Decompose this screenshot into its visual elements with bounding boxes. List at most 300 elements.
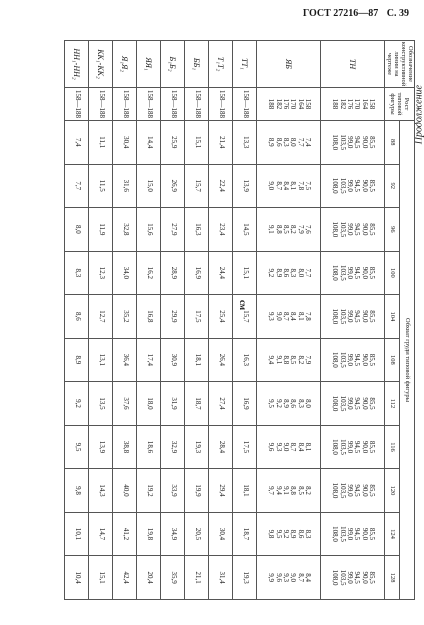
value: 13,9 — [241, 179, 250, 192]
value: 10,4 — [73, 571, 82, 584]
value: 8,7 — [289, 442, 298, 452]
value: 8,5 — [289, 355, 298, 365]
value-cell — [257, 512, 321, 556]
value: 103,5 — [338, 221, 347, 238]
value: 9,2 — [281, 529, 290, 539]
value-cell — [113, 425, 137, 469]
value: 7,9 — [296, 224, 305, 234]
value: 35,2 — [121, 310, 130, 323]
value: 85,5 — [367, 136, 376, 149]
value: 18,6 — [145, 440, 154, 454]
height-value: 158—188 — [121, 90, 130, 118]
value: 15,1 — [97, 571, 106, 584]
value-cell — [161, 512, 185, 556]
value-cell — [113, 121, 137, 165]
value-cell — [161, 251, 185, 295]
page-header — [297, 8, 409, 19]
table-row — [257, 41, 321, 600]
value: 13,5 — [97, 397, 106, 410]
value: 16,9 — [241, 397, 250, 410]
value: 8,7 — [296, 573, 305, 583]
value-cell — [321, 208, 385, 252]
value: 8,7 — [274, 181, 283, 191]
value: 94,5 — [353, 484, 362, 497]
value: 8,8 — [289, 486, 298, 495]
value: 85,5 — [367, 353, 376, 367]
value: 7,7 — [303, 268, 312, 278]
value: 9,5 — [73, 442, 82, 452]
value: 108,0 — [331, 134, 340, 151]
value: 8,3 — [73, 268, 82, 278]
value-cell — [233, 512, 257, 556]
value: 14,7 — [97, 527, 106, 541]
value: 30,4 — [217, 527, 226, 541]
value: 17,5 — [241, 440, 250, 454]
value: 7,8 — [303, 312, 312, 321]
value: 26,9 — [169, 179, 178, 192]
value-cell — [185, 208, 209, 252]
value-cell — [257, 164, 321, 208]
value: 8,0 — [303, 399, 312, 408]
table-row — [209, 41, 233, 600]
value: 8,9 — [289, 529, 298, 539]
girth-header-cell: 88 — [385, 121, 400, 165]
value-cell — [233, 338, 257, 382]
value: 7,4 — [73, 137, 82, 147]
value-cell — [65, 251, 89, 295]
value-cell — [137, 251, 161, 295]
value: 108,0 — [331, 395, 340, 412]
value: 108,0 — [331, 352, 340, 368]
value: 16,2 — [145, 266, 154, 279]
value: 17,5 — [193, 310, 202, 323]
value-cell — [113, 251, 137, 295]
line-code: HH₁-HH₂ — [65, 41, 89, 88]
value: 8,3 — [281, 137, 290, 147]
value: 94,5 — [353, 266, 362, 279]
value: 99,0 — [345, 571, 354, 584]
value: 8,3 — [303, 529, 312, 539]
value-cell — [321, 425, 385, 469]
value-cell — [233, 425, 257, 469]
value: 108,0 — [331, 526, 340, 542]
value: 99,0 — [345, 527, 354, 541]
value: 8,1 — [303, 442, 312, 452]
value: 103,5 — [338, 177, 347, 194]
value: 94,5 — [353, 136, 362, 149]
value-cell — [137, 469, 161, 513]
value: 103,5 — [338, 352, 347, 368]
value: 9,8 — [73, 486, 82, 495]
value: 8,6 — [73, 312, 82, 321]
value: 33,9 — [169, 484, 178, 497]
value: 108,0 — [331, 308, 340, 325]
value: 90,0 — [360, 397, 369, 410]
value: 85,5 — [367, 484, 376, 497]
value: 8,7 — [281, 312, 290, 321]
value: 103,5 — [338, 569, 347, 586]
value: 25,9 — [169, 136, 178, 149]
value: 90,0 — [360, 310, 369, 323]
value: 7,9 — [303, 355, 312, 365]
line-code: ББ₁ — [185, 41, 209, 88]
value: 90,0 — [360, 484, 369, 497]
height-cell — [113, 88, 137, 121]
value: 14,5 — [241, 223, 250, 236]
value: 11,9 — [97, 223, 106, 236]
value-cell — [209, 295, 233, 339]
table-rotated-container — [25, 40, 415, 600]
value: 9,5 — [274, 529, 283, 539]
value-cell — [161, 208, 185, 252]
value: 8,2 — [296, 355, 305, 365]
value-cell — [113, 469, 137, 513]
value-cell — [185, 164, 209, 208]
value: 18,1 — [241, 484, 250, 497]
value: 103,5 — [338, 526, 347, 542]
value-cell — [89, 164, 113, 208]
value: 103,5 — [338, 134, 347, 151]
value-cell — [185, 338, 209, 382]
value: 31,4 — [217, 571, 226, 584]
value-cell — [321, 382, 385, 426]
value: 9,8 — [267, 529, 276, 539]
table-row — [161, 41, 185, 600]
value: 99,0 — [345, 440, 354, 454]
value: 99,0 — [345, 397, 354, 410]
value: 85,5 — [367, 527, 376, 541]
value: 85,5 — [367, 266, 376, 279]
continued-label: Продолжение — [413, 85, 424, 145]
value: 14,3 — [97, 484, 106, 497]
value: 8,9 — [267, 137, 276, 147]
value: 9,3 — [281, 573, 290, 583]
value: 19,9 — [193, 484, 202, 497]
value: 8,9 — [274, 268, 283, 278]
value: 99,0 — [345, 310, 354, 323]
value-cell — [161, 338, 185, 382]
column-header-girth: Обхват груди типовой фигуры — [400, 121, 415, 600]
height-value: 188 — [331, 98, 340, 110]
value-cell — [185, 121, 209, 165]
value-cell — [65, 338, 89, 382]
value: 18,7 — [193, 397, 202, 410]
value: 90,0 — [360, 136, 369, 149]
value-cell — [89, 121, 113, 165]
value: 103,5 — [338, 439, 347, 455]
value: 8,9 — [281, 399, 290, 408]
value: 8,0 — [296, 268, 305, 278]
value: 16,8 — [145, 310, 154, 323]
value-cell — [233, 164, 257, 208]
value-cell — [209, 556, 233, 600]
value: 9,4 — [274, 486, 283, 495]
value: 13,1 — [97, 353, 106, 367]
value: 99,0 — [345, 266, 354, 279]
value: 28,9 — [169, 266, 178, 279]
value-cell — [161, 469, 185, 513]
girth-header-cell: 128 — [385, 556, 400, 600]
height-value: 170 — [353, 98, 362, 110]
value: 9,9 — [267, 573, 276, 583]
value-cell — [321, 469, 385, 513]
value: 17,4 — [145, 353, 154, 367]
value-cell — [209, 208, 233, 252]
girth-header-cell: 116 — [385, 425, 400, 469]
value: 103,5 — [338, 264, 347, 281]
value: 99,0 — [345, 484, 354, 497]
value-cell — [137, 121, 161, 165]
value-cell — [233, 121, 257, 165]
value-cell — [89, 295, 113, 339]
height-cell — [89, 88, 113, 121]
value-cell — [321, 295, 385, 339]
height-value: 164 — [296, 98, 305, 110]
value: 9,7 — [267, 486, 276, 495]
height-value: 164 — [360, 98, 369, 110]
height-cell — [161, 88, 185, 121]
value: 8,3 — [289, 268, 298, 278]
value: 8,9 — [73, 355, 82, 365]
measurements-table — [64, 40, 415, 600]
value: 15,7 — [193, 179, 202, 192]
line-code: TT₁ — [233, 41, 257, 88]
girth-header-cell: 108 — [385, 338, 400, 382]
height-cell — [185, 88, 209, 121]
value: 85,5 — [367, 179, 376, 192]
value-cell — [209, 382, 233, 426]
value: 103,5 — [338, 395, 347, 412]
table-row — [137, 41, 161, 600]
value: 9,2 — [274, 399, 283, 408]
table-row — [185, 41, 209, 600]
value-cell — [233, 295, 257, 339]
value: 94,5 — [353, 179, 362, 192]
value-cell — [321, 251, 385, 295]
value: 9,1 — [281, 486, 290, 495]
value-cell — [209, 512, 233, 556]
line-code: ЯЯ₁ — [137, 41, 161, 88]
value-cell — [161, 425, 185, 469]
table-body — [65, 41, 385, 600]
value-cell — [113, 164, 137, 208]
value-cell — [65, 556, 89, 600]
value-cell — [209, 251, 233, 295]
value: 94,5 — [353, 353, 362, 367]
value: 90,0 — [360, 571, 369, 584]
value: 9,5 — [267, 399, 276, 408]
value-cell — [161, 556, 185, 600]
value-cell — [321, 338, 385, 382]
value: 11,1 — [97, 136, 106, 149]
value: 9,6 — [267, 442, 276, 452]
value-cell — [257, 121, 321, 165]
value-cell — [185, 295, 209, 339]
value: 103,5 — [338, 308, 347, 325]
height-value: 158—188 — [217, 90, 226, 118]
value-cell — [257, 338, 321, 382]
value-cell — [321, 556, 385, 600]
value-cell — [89, 338, 113, 382]
value-cell — [137, 512, 161, 556]
value: 7,5 — [303, 181, 312, 191]
value-cell — [257, 208, 321, 252]
value: 26,4 — [217, 353, 226, 367]
value-cell — [113, 512, 137, 556]
value: 41,2 — [121, 527, 130, 541]
value: 12,3 — [97, 266, 106, 279]
value: 23,4 — [217, 223, 226, 236]
table-row — [89, 41, 113, 600]
value: 85,5 — [367, 440, 376, 454]
value-cell — [113, 208, 137, 252]
height-value: 176 — [281, 98, 290, 110]
value-cell — [209, 469, 233, 513]
page-number: С. 39 — [386, 8, 409, 19]
value-cell — [137, 382, 161, 426]
value: 38,8 — [121, 440, 130, 454]
value-cell — [89, 425, 113, 469]
value: 8,0 — [73, 224, 82, 234]
value-cell — [185, 251, 209, 295]
value: 85,5 — [367, 397, 376, 410]
value: 8,6 — [281, 268, 290, 278]
value: 37,6 — [121, 397, 130, 410]
value: 15,1 — [241, 266, 250, 279]
line-code: Я₁Я₂ — [113, 41, 137, 88]
height-value: 182 — [338, 98, 347, 110]
value-cell — [209, 425, 233, 469]
value: 9,2 — [73, 399, 82, 408]
girth-header-cell: 92 — [385, 164, 400, 208]
value-cell — [321, 512, 385, 556]
value-cell — [65, 208, 89, 252]
value-cell — [113, 295, 137, 339]
value: 85,5 — [367, 571, 376, 584]
line-code: ЯБ — [257, 41, 321, 88]
value: 108,0 — [331, 569, 340, 586]
standard-number: ГОСТ 27216—87 — [302, 8, 379, 19]
value: 31,9 — [169, 397, 178, 410]
value: 16,9 — [193, 266, 202, 279]
value: 19,3 — [193, 440, 202, 454]
value: 35,9 — [169, 571, 178, 584]
height-cell — [233, 88, 257, 121]
table-row — [65, 41, 89, 600]
line-code: T₁T₂ — [209, 41, 233, 88]
height-value: 158—188 — [193, 90, 202, 118]
value-cell — [233, 469, 257, 513]
value: 8,3 — [296, 399, 305, 408]
value: 9,3 — [274, 442, 283, 452]
value: 8,1 — [296, 312, 305, 321]
value: 34,0 — [121, 266, 130, 279]
value: 94,5 — [353, 397, 362, 410]
value-cell — [89, 512, 113, 556]
value: 28,4 — [217, 440, 226, 454]
value: 11,5 — [97, 179, 106, 192]
value: 22,4 — [217, 179, 226, 192]
value-cell — [209, 164, 233, 208]
value-cell — [113, 338, 137, 382]
value: 94,5 — [353, 571, 362, 584]
value: 108,0 — [331, 221, 340, 238]
value-cell — [257, 251, 321, 295]
value: 7,7 — [296, 137, 305, 147]
value-cell — [233, 556, 257, 600]
value-cell — [257, 556, 321, 600]
value-cell — [65, 121, 89, 165]
value: 103,5 — [338, 482, 347, 499]
value: 85,5 — [367, 223, 376, 236]
value: 19,8 — [145, 527, 154, 541]
value: 90,0 — [360, 353, 369, 367]
value-cell — [65, 164, 89, 208]
value-cell — [257, 295, 321, 339]
value-cell — [321, 121, 385, 165]
value: 108,0 — [331, 482, 340, 499]
value: 9,2 — [267, 268, 276, 278]
value-cell — [65, 425, 89, 469]
value: 36,4 — [121, 353, 130, 367]
value: 18,0 — [145, 397, 154, 410]
height-value: 176 — [345, 98, 354, 110]
value: 85,5 — [367, 310, 376, 323]
value: 15,1 — [193, 136, 202, 149]
value: 94,5 — [353, 440, 362, 454]
value: 19,3 — [241, 571, 250, 584]
value: 20,5 — [193, 527, 202, 541]
value: 99,0 — [345, 223, 354, 236]
value-cell — [161, 121, 185, 165]
value-cell — [65, 382, 89, 426]
value: 40,0 — [121, 484, 130, 497]
line-code: KK₁-KK₂ — [89, 41, 113, 88]
value-cell — [233, 208, 257, 252]
girth-header-cell: 100 — [385, 251, 400, 295]
girth-header-cell: 124 — [385, 512, 400, 556]
line-code: Б₁Б₂ — [161, 41, 185, 88]
height-cell — [65, 88, 89, 121]
value: 13,3 — [241, 136, 250, 149]
value: 21,4 — [217, 136, 226, 149]
value: 32,8 — [121, 223, 130, 236]
value: 19,2 — [145, 484, 154, 497]
value: 12,7 — [97, 310, 106, 323]
height-value: 158—188 — [241, 90, 250, 118]
value-cell — [137, 338, 161, 382]
value: 34,9 — [169, 527, 178, 541]
value-cell — [137, 208, 161, 252]
value-cell — [185, 556, 209, 600]
value-cell — [161, 295, 185, 339]
value: 8,4 — [296, 442, 305, 452]
value-cell — [137, 295, 161, 339]
value: 20,4 — [145, 571, 154, 584]
girth-header-cell: 112 — [385, 382, 400, 426]
value-cell — [257, 469, 321, 513]
value: 9,0 — [281, 442, 290, 452]
value-cell — [233, 251, 257, 295]
value-cell — [65, 469, 89, 513]
value: 8,8 — [274, 224, 283, 234]
value: 94,5 — [353, 310, 362, 323]
value-cell — [113, 556, 137, 600]
value: 13,9 — [97, 440, 106, 454]
height-value: 158—188 — [73, 90, 82, 118]
value: 27,4 — [217, 397, 226, 410]
value: 90,0 — [360, 527, 369, 541]
